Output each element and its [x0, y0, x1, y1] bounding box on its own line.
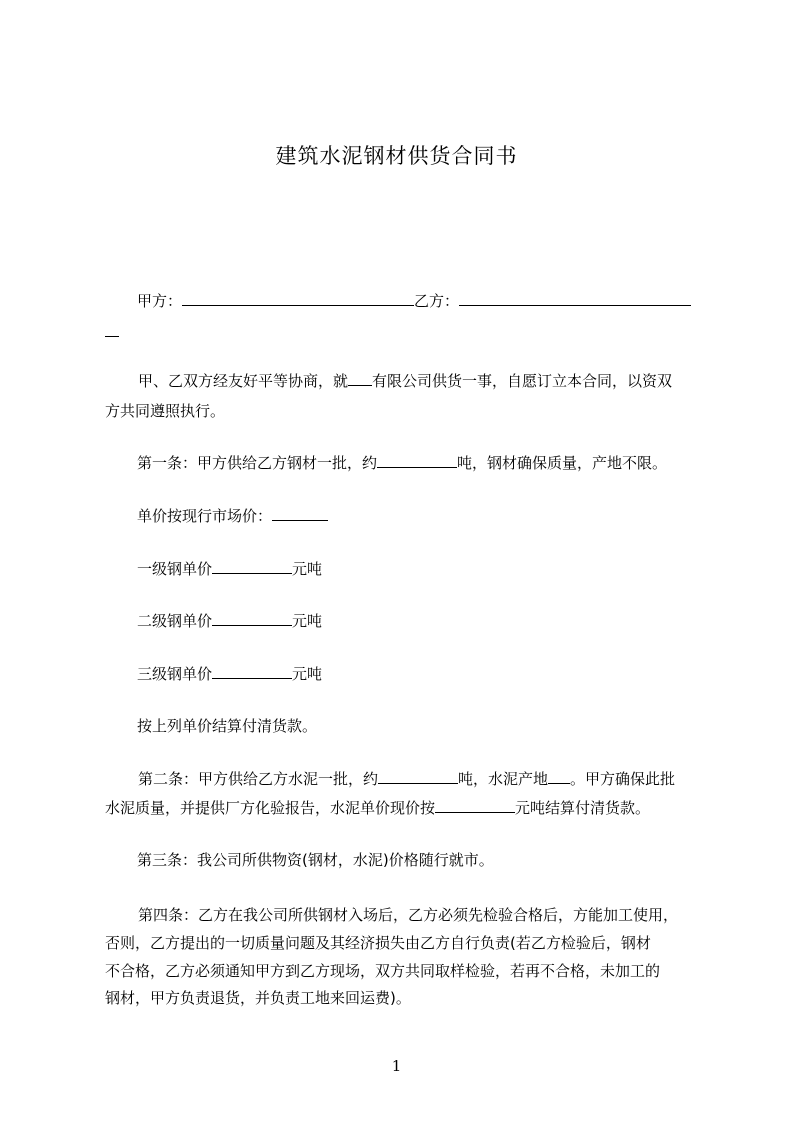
document-title: 建筑水泥钢材供货合同书 [275, 144, 518, 168]
party-b-blank [459, 291, 691, 306]
article-2-text-e: 元吨结算付清货款。 [515, 799, 651, 817]
party-a-blank [182, 291, 414, 306]
intro-line-2: 方共同遵照执行。 [105, 402, 226, 420]
article-1-text-a: 第一条：甲方供给乙方钢材一批，约 [137, 454, 378, 472]
grade-3-unit: 元吨 [292, 665, 323, 683]
grade-3-blank [212, 664, 292, 679]
article-4-line-3: 不合格，乙方必须通知甲方到乙方现场，双方共同取样检验，若再不合格，未加工的 [105, 962, 661, 980]
article-4-line-1: 第四条：乙方在我公司所供钢材入场后，乙方必须先检验合格后，方能加工使用， [138, 906, 679, 924]
settle-line: 按上列单价结算付清货款。 [137, 717, 318, 735]
article-2-text-d: 水泥质量，并提供厂方化验报告，水泥单价现价按 [105, 799, 436, 817]
article-1 [137, 453, 667, 473]
article-2-text-c: 。甲方确保此批 [570, 770, 676, 788]
cement-origin-blank [548, 769, 570, 784]
intro-text-b: 有限公司供货一事，自愿订立本合同，以资双 [372, 372, 673, 390]
article-4-line-2: 否则，乙方提出的一切质量问题及其经济损失由乙方自行负责(若乙方检验后，钢材 [105, 934, 651, 952]
article-2-line-1 [138, 769, 675, 789]
party-b-blank-continuation [105, 322, 119, 342]
page-number: 1 [391, 1057, 402, 1075]
article-2-text-b: 吨，水泥产地 [458, 770, 549, 788]
article-2-text-a: 第二条：甲方供给乙方水泥一批，约 [138, 770, 379, 788]
intro-line-1 [138, 371, 672, 391]
grade-2-blank [212, 611, 292, 626]
market-price-blank [272, 506, 328, 521]
article-2-line-2 [105, 798, 650, 818]
grade-1-unit: 元吨 [292, 560, 323, 578]
grade-3-price [137, 664, 322, 684]
article-4-line-4: 钢材，甲方负责退货，并负责工地来回运费)。 [105, 989, 411, 1007]
grade-2-label: 二级钢单价 [137, 612, 213, 630]
grade-1-blank [212, 559, 292, 574]
grade-2-unit: 元吨 [292, 612, 323, 630]
intro-text-a: 甲、乙双方经友好平等协商，就 [138, 372, 349, 390]
party-b-label: 乙方： [414, 292, 460, 310]
steel-quantity-blank [377, 453, 457, 468]
grade-2-price [137, 611, 322, 631]
article-3: 第三条：我公司所供物资(钢材，水泥)价格随行就市。 [137, 851, 494, 869]
parties-line [137, 291, 691, 311]
party-a-label: 甲方： [137, 292, 183, 310]
party-b-blank-tail [105, 322, 119, 337]
company-blank [348, 371, 372, 386]
grade-1-label: 一级钢单价 [137, 560, 213, 578]
article-1-text-b: 吨，钢材确保质量，产地不限。 [457, 454, 668, 472]
cement-quantity-blank [378, 769, 458, 784]
grade-3-label: 三级钢单价 [137, 665, 213, 683]
cement-price-blank [435, 798, 515, 813]
price-intro [137, 506, 328, 526]
price-intro-text: 单价按现行市场价： [137, 507, 273, 525]
grade-1-price [137, 559, 322, 579]
